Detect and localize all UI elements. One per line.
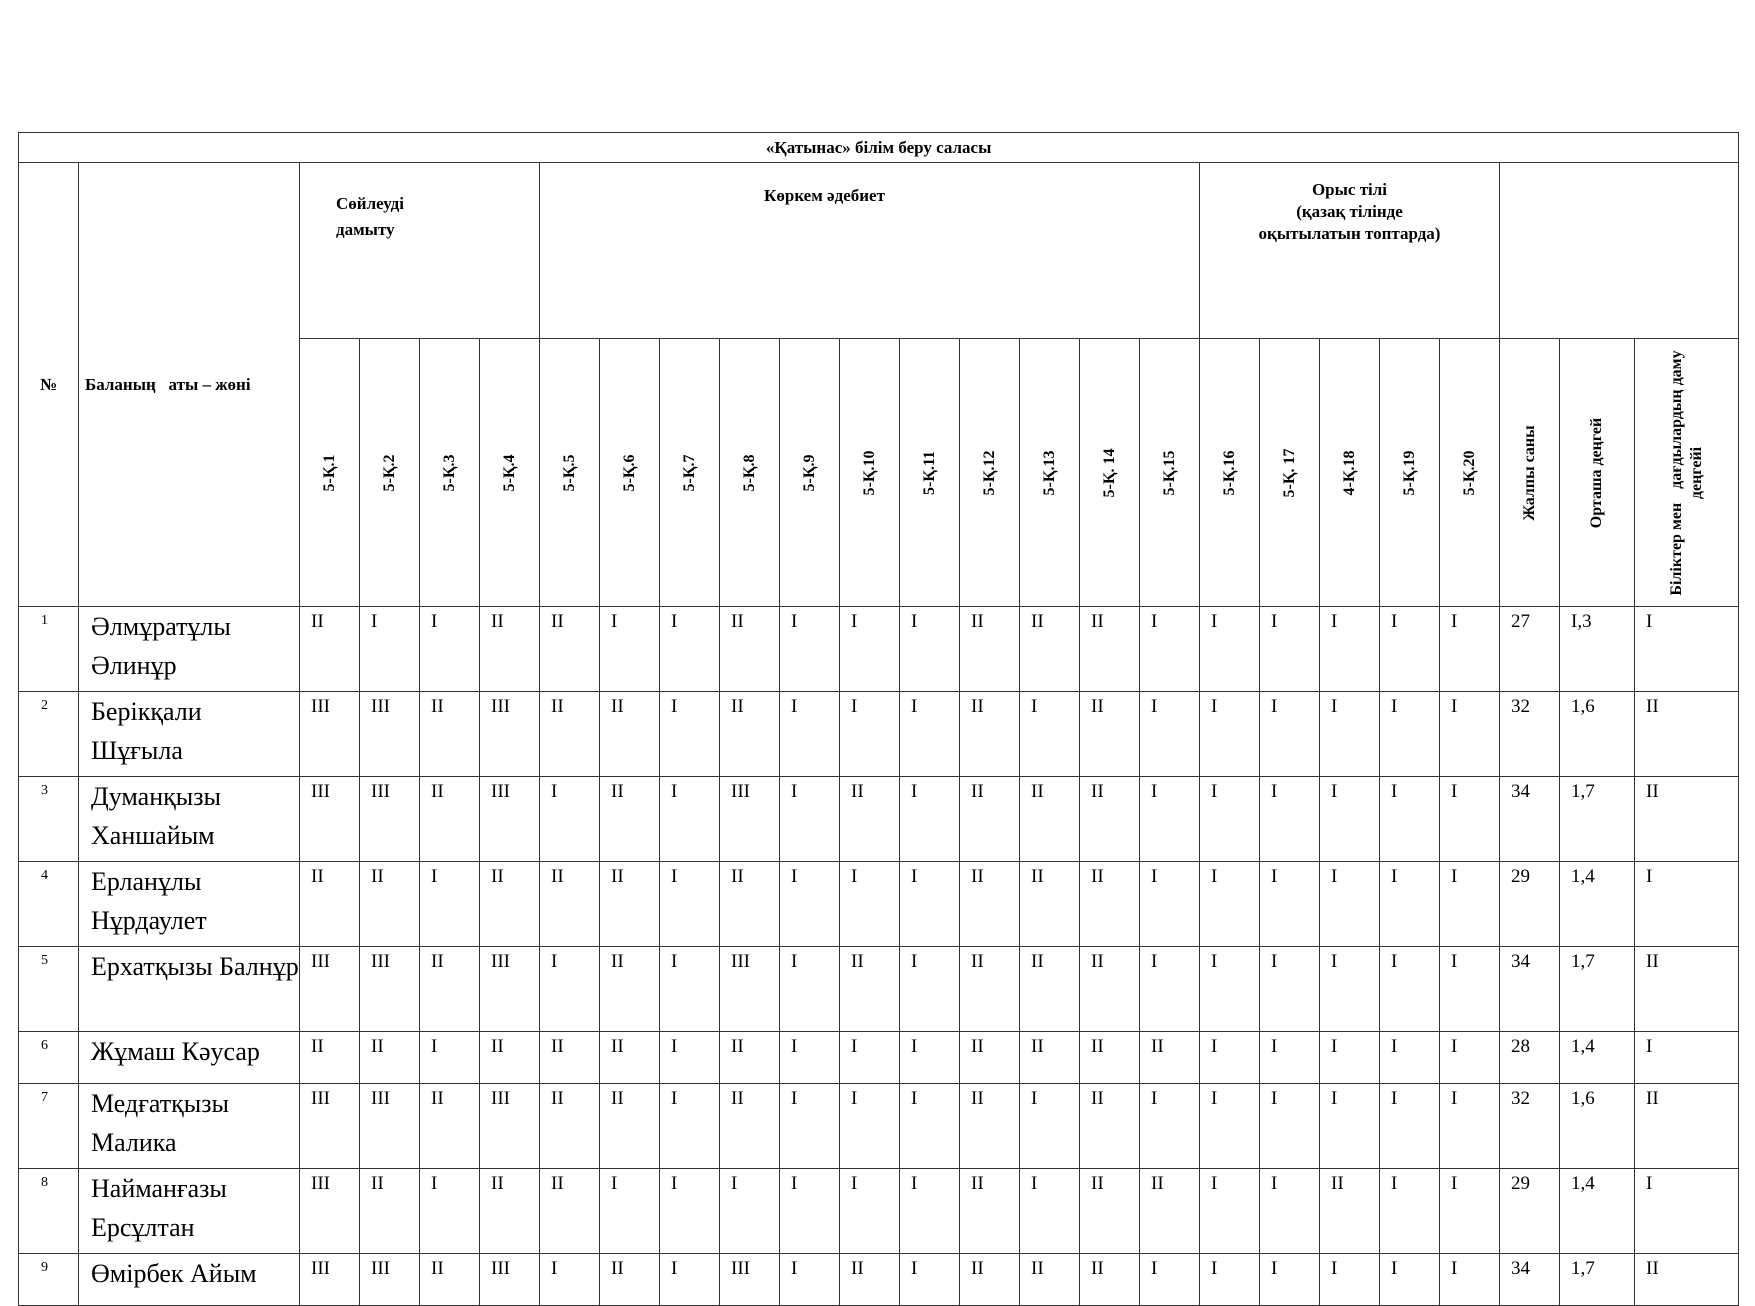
level-cell: II: [840, 777, 900, 862]
level-cell: II: [600, 777, 660, 862]
level-cell: II: [600, 862, 660, 947]
level-cell: I: [900, 1254, 960, 1306]
level-cell: II: [720, 862, 780, 947]
level-cell: I: [1020, 692, 1080, 777]
level-cell: III: [300, 692, 360, 777]
code-header: 5-Қ.8: [720, 339, 780, 607]
level-cell: II: [960, 1084, 1020, 1169]
level-cell: II: [960, 1169, 1020, 1254]
level-cell: III: [480, 692, 540, 777]
level-cell: III: [300, 1169, 360, 1254]
average-cell: I,3: [1560, 607, 1635, 692]
level-cell: I: [1200, 607, 1260, 692]
level-cell: II: [960, 692, 1020, 777]
level-cell: I: [1440, 862, 1500, 947]
level-cell: I: [1260, 1254, 1320, 1306]
level-cell: I: [1260, 1084, 1320, 1169]
level-cell: I: [660, 1084, 720, 1169]
level-cell: I: [1380, 777, 1440, 862]
level-cell: I: [900, 1169, 960, 1254]
total-cell: 32: [1500, 1084, 1560, 1169]
level-cell: III: [720, 1254, 780, 1306]
level-cell: I: [900, 777, 960, 862]
level-cell: I: [540, 1254, 600, 1306]
table-row: [19, 777, 1739, 862]
level-cell: I: [1440, 1032, 1500, 1084]
level-cell: II: [480, 1169, 540, 1254]
level-cell: II: [360, 862, 420, 947]
level-cell: I: [660, 1169, 720, 1254]
total-cell: 34: [1500, 947, 1560, 1032]
level-cell: I: [1260, 947, 1320, 1032]
level-cell: III: [480, 777, 540, 862]
level-cell: I: [780, 692, 840, 777]
level-cell: I: [1440, 607, 1500, 692]
level-cell: III: [360, 1254, 420, 1306]
level-cell: I: [1140, 1084, 1200, 1169]
level-cell: I: [420, 1032, 480, 1084]
level-cell: I: [660, 777, 720, 862]
level-cell: I: [900, 1032, 960, 1084]
level-cell: I: [1380, 692, 1440, 777]
level-cell: I: [1320, 1032, 1380, 1084]
level-cell: I: [540, 777, 600, 862]
level-cell: II: [600, 1032, 660, 1084]
level-cell: II: [600, 692, 660, 777]
table-title: «Қатынас» білім беру саласы: [19, 133, 1739, 163]
row-number: 7: [19, 1084, 79, 1169]
child-name: Әлмұратұлы Әлинұр: [79, 607, 300, 692]
level-cell: II: [420, 947, 480, 1032]
level-cell: III: [720, 947, 780, 1032]
group-summary: [1500, 163, 1739, 339]
row-number: 9: [19, 1254, 79, 1306]
level-cell: I: [1380, 1032, 1440, 1084]
code-header: 5-Қ.16: [1200, 339, 1260, 607]
level-cell: I: [1260, 607, 1320, 692]
level-cell: I: [1140, 692, 1200, 777]
code-header: 5-Қ. 17: [1260, 339, 1320, 607]
level-cell: II: [1140, 1169, 1200, 1254]
level-summary-cell: I: [1635, 1169, 1739, 1254]
level-cell: I: [1260, 862, 1320, 947]
level-cell: II: [300, 607, 360, 692]
code-header: 5-Қ.15: [1140, 339, 1200, 607]
level-cell: I: [1200, 1169, 1260, 1254]
total-cell: 34: [1500, 1254, 1560, 1306]
level-cell: I: [660, 607, 720, 692]
code-header: 5-Қ.19: [1380, 339, 1440, 607]
row-number: 4: [19, 862, 79, 947]
level-cell: I: [660, 1254, 720, 1306]
level-cell: I: [420, 862, 480, 947]
header-child-name: Баланың аты – жөні: [79, 163, 300, 607]
level-cell: I: [660, 692, 720, 777]
child-name: Берікқали Шұғыла: [79, 692, 300, 777]
code-header: 5-Қ.4: [480, 339, 540, 607]
level-cell: I: [1140, 777, 1200, 862]
assessment-table: [18, 132, 1739, 1306]
code-header: 5-Қ.10: [840, 339, 900, 607]
level-cell: II: [1080, 1169, 1140, 1254]
level-cell: II: [1080, 692, 1140, 777]
level-cell: I: [1380, 947, 1440, 1032]
average-cell: 1,4: [1560, 862, 1635, 947]
child-name: Найманғазы Ерсұлтан: [79, 1169, 300, 1254]
level-cell: I: [1260, 1032, 1320, 1084]
level-cell: III: [720, 777, 780, 862]
level-cell: I: [420, 607, 480, 692]
average-cell: 1,4: [1560, 1169, 1635, 1254]
total-cell: 29: [1500, 862, 1560, 947]
average-cell: 1,6: [1560, 1084, 1635, 1169]
level-cell: II: [1020, 607, 1080, 692]
level-cell: I: [1380, 862, 1440, 947]
level-cell: II: [1080, 862, 1140, 947]
average-cell: 1,6: [1560, 692, 1635, 777]
code-header: 5-Қ.7: [660, 339, 720, 607]
average-cell: 1,4: [1560, 1032, 1635, 1084]
level-cell: I: [840, 1084, 900, 1169]
level-cell: I: [780, 862, 840, 947]
header-number: №: [19, 163, 79, 607]
level-cell: I: [1440, 947, 1500, 1032]
level-cell: I: [1200, 777, 1260, 862]
level-cell: I: [1320, 607, 1380, 692]
level-cell: I: [1020, 1084, 1080, 1169]
child-name: Жұмаш Кәусар: [79, 1032, 300, 1084]
level-cell: III: [360, 777, 420, 862]
total-cell: 27: [1500, 607, 1560, 692]
level-cell: III: [480, 1084, 540, 1169]
summary-average-header: Орташа деңгей: [1560, 339, 1635, 607]
row-number: 8: [19, 1169, 79, 1254]
level-cell: II: [720, 692, 780, 777]
row-number: 6: [19, 1032, 79, 1084]
level-cell: I: [1140, 1254, 1200, 1306]
level-cell: I: [1140, 862, 1200, 947]
level-cell: III: [480, 1254, 540, 1306]
level-cell: I: [660, 947, 720, 1032]
table-row: [19, 607, 1739, 692]
child-name: Думанқызы Ханшайым: [79, 777, 300, 862]
level-cell: II: [540, 1169, 600, 1254]
level-cell: I: [900, 692, 960, 777]
level-cell: I: [1440, 1254, 1500, 1306]
level-cell: I: [1320, 692, 1380, 777]
row-number: 3: [19, 777, 79, 862]
summary-level-header: Біліктер мендағдылардың даму деңгейі: [1635, 339, 1739, 607]
level-cell: II: [840, 1254, 900, 1306]
level-cell: I: [1200, 1032, 1260, 1084]
level-summary-cell: II: [1635, 1084, 1739, 1169]
level-cell: II: [1080, 947, 1140, 1032]
level-cell: II: [480, 862, 540, 947]
level-cell: I: [1380, 607, 1440, 692]
level-cell: II: [600, 947, 660, 1032]
total-cell: 34: [1500, 777, 1560, 862]
level-cell: II: [360, 1032, 420, 1084]
level-cell: I: [900, 607, 960, 692]
level-summary-cell: II: [1635, 692, 1739, 777]
level-cell: II: [1020, 777, 1080, 862]
level-cell: I: [1440, 1084, 1500, 1169]
level-cell: II: [1020, 1032, 1080, 1084]
row-number: 5: [19, 947, 79, 1032]
level-cell: II: [300, 1032, 360, 1084]
code-header: 5-Қ.2: [360, 339, 420, 607]
level-cell: II: [540, 607, 600, 692]
child-name: Ерхатқызы Балнұр: [79, 947, 300, 1032]
level-cell: II: [360, 1169, 420, 1254]
row-number: 1: [19, 607, 79, 692]
level-cell: I: [540, 947, 600, 1032]
level-cell: II: [480, 607, 540, 692]
level-cell: II: [1080, 1032, 1140, 1084]
level-cell: II: [540, 692, 600, 777]
level-summary-cell: I: [1635, 862, 1739, 947]
level-cell: I: [1320, 777, 1380, 862]
level-cell: II: [420, 692, 480, 777]
level-cell: II: [960, 862, 1020, 947]
code-header: 5-Қ.12: [960, 339, 1020, 607]
level-cell: I: [780, 1032, 840, 1084]
group-speech-development: Сөйлеуді дамыту: [300, 163, 540, 339]
level-cell: II: [300, 862, 360, 947]
level-cell: III: [360, 692, 420, 777]
code-header: 5-Қ.9: [780, 339, 840, 607]
level-cell: II: [960, 1254, 1020, 1306]
level-cell: III: [300, 777, 360, 862]
level-cell: I: [1200, 1084, 1260, 1169]
level-cell: I: [840, 692, 900, 777]
level-cell: I: [1260, 1169, 1320, 1254]
level-cell: II: [1080, 777, 1140, 862]
level-cell: II: [540, 862, 600, 947]
total-cell: 32: [1500, 692, 1560, 777]
level-cell: II: [720, 607, 780, 692]
level-cell: II: [600, 1084, 660, 1169]
level-cell: I: [1320, 862, 1380, 947]
level-cell: II: [420, 1084, 480, 1169]
level-cell: II: [600, 1254, 660, 1306]
code-header: 5-Қ. 14: [1080, 339, 1140, 607]
row-number: 2: [19, 692, 79, 777]
level-cell: I: [1020, 1169, 1080, 1254]
level-cell: I: [840, 862, 900, 947]
table-row: [19, 947, 1739, 1032]
level-summary-cell: II: [1635, 1254, 1739, 1306]
level-cell: I: [840, 1032, 900, 1084]
level-cell: II: [1140, 1032, 1200, 1084]
level-cell: I: [1200, 692, 1260, 777]
level-cell: II: [420, 1254, 480, 1306]
level-cell: I: [780, 1254, 840, 1306]
code-header: 5-Қ.5: [540, 339, 600, 607]
level-cell: I: [1260, 777, 1320, 862]
level-cell: I: [780, 607, 840, 692]
level-cell: III: [300, 947, 360, 1032]
child-name: Өмірбек Айым: [79, 1254, 300, 1306]
level-cell: II: [720, 1084, 780, 1169]
group-literature: Көркем әдебиет: [540, 163, 1200, 339]
level-cell: I: [1200, 862, 1260, 947]
total-cell: 29: [1500, 1169, 1560, 1254]
level-cell: I: [1260, 692, 1320, 777]
level-cell: II: [1020, 1254, 1080, 1306]
level-cell: II: [1080, 1084, 1140, 1169]
level-cell: II: [840, 947, 900, 1032]
level-cell: I: [780, 777, 840, 862]
level-cell: I: [780, 1169, 840, 1254]
level-cell: I: [1140, 607, 1200, 692]
level-cell: III: [480, 947, 540, 1032]
level-cell: I: [660, 1032, 720, 1084]
code-header: 4-Қ.18: [1320, 339, 1380, 607]
total-cell: 28: [1500, 1032, 1560, 1084]
level-cell: II: [1080, 607, 1140, 692]
child-name: Медғатқызы Малика: [79, 1084, 300, 1169]
level-cell: II: [1020, 862, 1080, 947]
code-header: 5-Қ.1: [300, 339, 360, 607]
level-cell: II: [540, 1084, 600, 1169]
level-cell: I: [780, 1084, 840, 1169]
level-summary-cell: II: [1635, 947, 1739, 1032]
level-cell: II: [960, 947, 1020, 1032]
level-cell: I: [1440, 692, 1500, 777]
level-cell: I: [900, 947, 960, 1032]
code-header: 5-Қ.13: [1020, 339, 1080, 607]
level-cell: III: [360, 947, 420, 1032]
level-cell: II: [540, 1032, 600, 1084]
average-cell: 1,7: [1560, 777, 1635, 862]
average-cell: 1,7: [1560, 947, 1635, 1032]
level-cell: I: [1380, 1084, 1440, 1169]
level-cell: III: [300, 1084, 360, 1169]
level-cell: II: [420, 777, 480, 862]
level-cell: I: [1140, 947, 1200, 1032]
level-cell: I: [600, 607, 660, 692]
table-row: [19, 862, 1739, 947]
level-cell: I: [1380, 1254, 1440, 1306]
code-header: 5-Қ.6: [600, 339, 660, 607]
child-name: Ерланұлы Нұрдаулет: [79, 862, 300, 947]
level-cell: III: [360, 1084, 420, 1169]
level-cell: I: [900, 1084, 960, 1169]
level-cell: I: [600, 1169, 660, 1254]
level-cell: I: [720, 1169, 780, 1254]
level-cell: I: [1440, 777, 1500, 862]
level-cell: II: [960, 607, 1020, 692]
level-cell: I: [1380, 1169, 1440, 1254]
level-summary-cell: I: [1635, 607, 1739, 692]
level-cell: II: [480, 1032, 540, 1084]
level-cell: I: [780, 947, 840, 1032]
level-summary-cell: II: [1635, 777, 1739, 862]
level-cell: I: [840, 607, 900, 692]
code-header: 5-Қ.20: [1440, 339, 1500, 607]
level-cell: I: [420, 1169, 480, 1254]
level-cell: III: [300, 1254, 360, 1306]
level-cell: I: [660, 862, 720, 947]
average-cell: 1,7: [1560, 1254, 1635, 1306]
code-header: 5-Қ.3: [420, 339, 480, 607]
table-row: [19, 1084, 1739, 1169]
level-cell: I: [1440, 1169, 1500, 1254]
level-summary-cell: I: [1635, 1032, 1739, 1084]
summary-total-header: Жалпы саны: [1500, 339, 1560, 607]
code-header: 5-Қ.11: [900, 339, 960, 607]
table-row: [19, 1032, 1739, 1084]
level-cell: II: [720, 1032, 780, 1084]
level-cell: I: [1200, 1254, 1260, 1306]
group-russian-language: Орыс тілі (қазақ тілінде оқытылатын топтарда): [1200, 163, 1500, 339]
level-cell: I: [900, 862, 960, 947]
level-cell: I: [1320, 1084, 1380, 1169]
level-cell: II: [1020, 947, 1080, 1032]
level-cell: I: [1320, 1254, 1380, 1306]
level-cell: I: [360, 607, 420, 692]
table-row: [19, 1254, 1739, 1306]
table-row: [19, 692, 1739, 777]
level-cell: I: [1200, 947, 1260, 1032]
level-cell: II: [1080, 1254, 1140, 1306]
level-cell: II: [1320, 1169, 1380, 1254]
level-cell: II: [960, 1032, 1020, 1084]
level-cell: II: [960, 777, 1020, 862]
level-cell: I: [840, 1169, 900, 1254]
level-cell: I: [1320, 947, 1380, 1032]
